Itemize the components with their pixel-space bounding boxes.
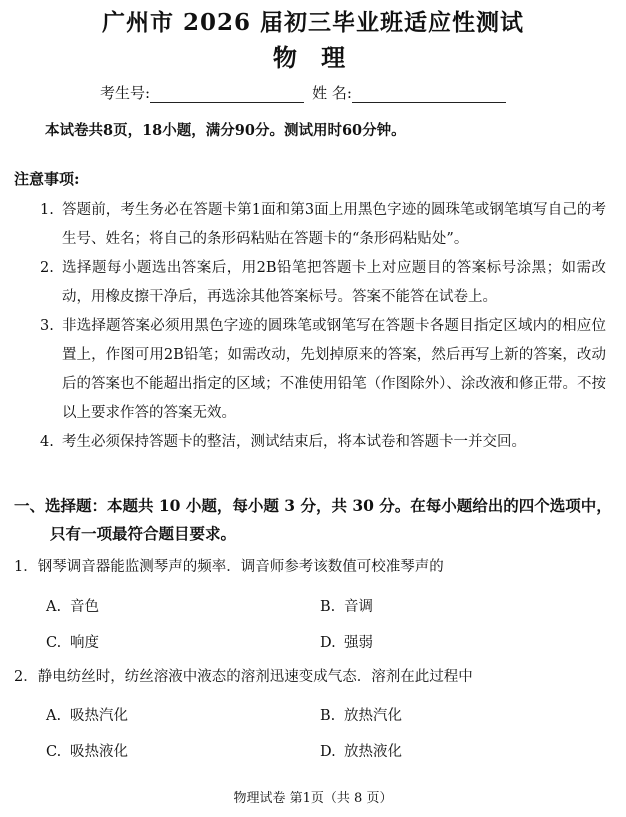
notice-item-number: 3. [40, 318, 54, 334]
notice-list [0, 196, 626, 457]
question-2-stem: 2．静电纺丝时，纺丝溶液中液态的溶剂迅速变成气态．溶剂在此过程中 [14, 669, 473, 685]
option-key: A. [46, 708, 62, 724]
name-blank[interactable] [352, 88, 506, 103]
option-text: 放热液化 [344, 744, 402, 760]
page-footer: 物理试卷 第1页（共 8 页） [233, 791, 393, 806]
option-text: 放热汽化 [344, 708, 402, 724]
notice-item [0, 312, 626, 428]
notice-item [0, 254, 626, 312]
question-2-option-d[interactable] [320, 740, 402, 761]
notice-item-text: 选择题每小题选出答案后，用2B铅笔把答题卡上对应题目的答案标号涂黑；如需改动，用橡皮擦干净后，再选涂其他答案标号。答案不能答在试卷上。 [62, 260, 606, 305]
question-2-option-c[interactable] [46, 740, 128, 761]
question-1-option-a[interactable] [46, 595, 99, 616]
notice-item [0, 428, 626, 457]
option-key: D. [320, 635, 336, 651]
option-text: 响度 [70, 635, 99, 651]
section-heading-line1: 一、选择题：本题共 10 小题，每小题 3 分，共 30 分。在每小题给出的四个选项中， [14, 496, 612, 515]
option-key: C. [46, 744, 62, 760]
notice-item-text: 非选择题答案必须用黑色字迹的圆珠笔或钢笔写在答题卡各题目指定区域内的相应位置上，作图可用2B铅笔；如需改动，先划掉原来的答案，然后再写上新的答案，改动后的答案也不能超出指定的区域；不准使用铅笔（作图除外）、涂改液和修正带。不按以上要求作答的答案无效。 [62, 318, 606, 421]
option-key: D. [320, 744, 336, 760]
notice-item-text: 答题前，考生务必在答题卡第1面和第3面上用黑色字迹的圆珠笔或钢笔填写自己的考生号、姓名；将自己的条形码粘贴在答题卡的“条形码粘贴处”。 [62, 202, 606, 247]
notice-item [0, 196, 626, 254]
exam-intro: 本试卷共8页，18小题，满分90分。测试用时60分钟。 [45, 122, 406, 139]
subject-title: 物 理 [272, 43, 354, 72]
question-1-option-c[interactable] [46, 631, 99, 652]
section-heading [14, 492, 614, 548]
option-key: A. [46, 599, 62, 615]
option-text: 吸热汽化 [70, 708, 128, 724]
notice-item-number: 4. [40, 434, 54, 450]
notice-item-text: 考生必须保持答题卡的整洁，测试结束后，将本试卷和答题卡一并交回。 [62, 434, 526, 450]
candidate-info-line [100, 82, 506, 103]
exam-title: 广州市 2026 届初三毕业班适应性测试 [101, 9, 525, 36]
option-key: B. [320, 599, 336, 615]
exam-number-blank[interactable] [150, 88, 304, 103]
notice-item-number: 1. [40, 202, 54, 218]
option-text: 音色 [70, 599, 99, 615]
notice-item-number: 2. [40, 260, 54, 276]
notice-title: 注意事项: [14, 170, 80, 188]
option-text: 吸热液化 [70, 744, 128, 760]
option-text: 强弱 [344, 635, 373, 651]
question-2-option-a[interactable] [46, 704, 128, 725]
section-heading-line2: 只有一项最符合题目要求。 [50, 524, 237, 543]
question-1-option-d[interactable] [320, 631, 373, 652]
question-2-option-b[interactable] [320, 704, 402, 725]
option-text: 音调 [344, 599, 373, 615]
name-label: 姓 名: [312, 84, 352, 102]
question-1-stem: 1．钢琴调音器能监测琴声的频率．调音师参考该数值可校准琴声的 [14, 559, 444, 575]
option-key: C. [46, 635, 62, 651]
exam-number-label: 考生号: [100, 84, 151, 102]
option-key: B. [320, 708, 336, 724]
question-1-option-b[interactable] [320, 595, 373, 616]
